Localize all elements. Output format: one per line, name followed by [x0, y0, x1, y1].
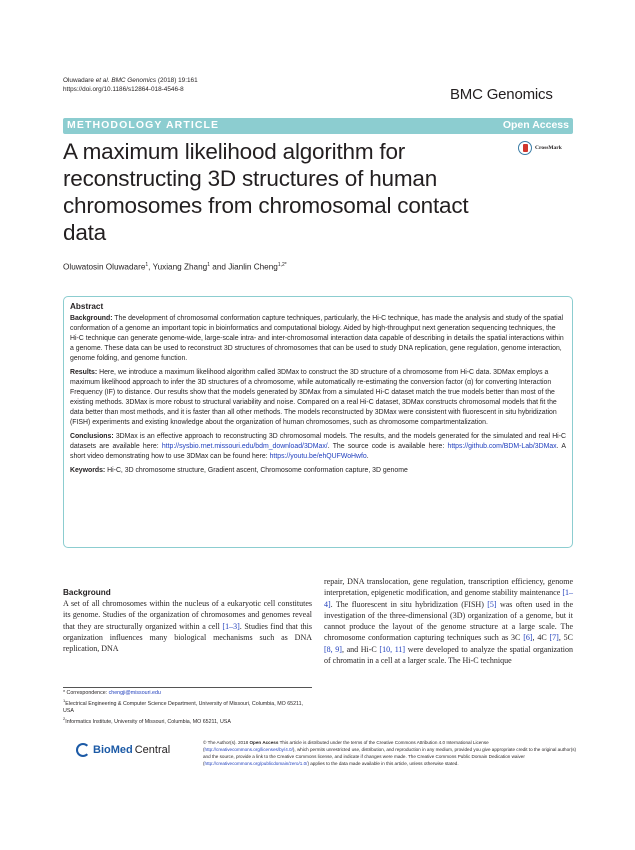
author-separator: ,	[148, 262, 153, 272]
affiliation-number: 1	[63, 698, 66, 704]
author-affiliation: 1,2*	[277, 262, 287, 268]
body-text: A set of all chromosomes within the nucleus of a eukaryotic cell constitutes its genome. Studies of the organization of chromosomes and genomes reveal that they are structurally organized within a cell	[63, 599, 312, 631]
reference-link[interactable]: [6]	[523, 633, 533, 643]
abstract-heading: Abstract	[70, 302, 104, 311]
logo-central: Central	[134, 744, 171, 756]
body-text: . Studies find that this organization influences many biological mechanisms such as DNA replication, DNA	[63, 621, 313, 654]
reference-link[interactable]: [1–3]	[222, 621, 240, 631]
body-right-column	[324, 576, 573, 666]
conclusions-label: Conclusions:	[70, 433, 114, 440]
correspondence-email[interactable]: chengji@missouri.edu	[108, 690, 161, 696]
license-text	[203, 739, 578, 767]
body-text: , 5C	[558, 633, 573, 643]
reference-link[interactable]: [8, 9]	[324, 644, 342, 654]
citation-authors: Oluwadare	[63, 77, 94, 84]
affiliation-number: 2	[63, 716, 66, 722]
abstract-conclusions	[70, 432, 566, 462]
reference-link[interactable]: [10, 11]	[379, 644, 406, 654]
doi-link[interactable]: https://doi.org/10.1186/s12864-018-4546-8	[63, 85, 184, 93]
biomed-ring-icon	[76, 743, 90, 757]
body-text: repair, DNA translocation, gene regulation, transcription efficiency, genome interpretation, epigenetic modification, and genome stability maintenance	[324, 577, 573, 598]
article-type: METHODOLOGY ARTICLE	[67, 119, 220, 131]
author-name: Jianlin Cheng	[228, 262, 278, 272]
abstract-results	[70, 368, 566, 428]
body-text: was often used in the investigation of the three-dimensional (3D) organization of a genome, but it cannot produce the layout of the genome structure at a large scale. The chromosome conformation capturing techniques such as 3C	[324, 599, 573, 643]
body-text: . The fluorescent in situ hybridization (FISH)	[330, 599, 488, 609]
author-name: Oluwatosin Oluwadare	[63, 262, 146, 272]
cc-zero-link[interactable]: http://creativecommons.org/publicdomain/zero/1.0/	[204, 761, 308, 766]
author-separator: and	[209, 262, 229, 272]
crossmark-label: CrossMark	[535, 145, 562, 151]
results-link[interactable]: http://sysbio.rnet.missouri.edu/bdm_download/3DMax/	[161, 443, 328, 450]
background-text: The development of chromosomal conformation capture techniques, particularly, the Hi-C technique, has made the analysis and study of the spatial conformation of a genome an important topic in bioinformatics and computational biology. Aided by high-throughput next generation sequencing techniques, the Hi-C technique can generate genome-wide, large-scale intra- and inter-chromosomal interaction data capable of describing in details the spatial interactions within a genome. These data can be used to reconstruct 3D structures of chromosomes that can be used to study DNA replication, gene regulation, genome interaction, genome folding, and genome function.	[70, 315, 564, 362]
footnote-divider	[63, 687, 312, 688]
body-left-column	[63, 588, 312, 654]
article-title: A maximum likelihood algorithm for reconstructing 3D structures of human chromosomes from chromosomal contact data	[63, 139, 469, 245]
biomed-central-logo	[76, 743, 170, 757]
results-text: Here, we introduce a maximum likelihood algorithm called 3DMax to construct the 3D structure of a chromosome from Hi-C data. 3DMax employs a maximum likelihood approach to infer the 3D structures of a chromosome, while automatically re-estimating the conversion factor (α) for converting Interaction Frequency (IF) to distance. Our results show that the models generated by 3DMax from a simulated Hi-C dataset match the true models better than most of the existing methods. 3DMax is more robust to structural variability and noise. Compared on a real Hi-C dataset, 3DMax constructs chromosomal models that fit the data better than most methods, and it is faster than all other methods. The models reconstructed by 3DMax were consistent with fluorescent in situ hybridization (FISH) experiments and existing knowledge about the organization of human chromosomes, such as chromosome compartmentalization.	[70, 369, 557, 426]
reference-link[interactable]: [5]	[487, 599, 497, 609]
logo-bio: BioMed	[93, 744, 133, 756]
author-name: Yuxiang Zhang	[152, 262, 208, 272]
citation-etal: et al.	[95, 77, 110, 84]
crossmark-icon	[518, 141, 532, 155]
conclusions-text: . A short video demonstrating how to use 3DMax can be found here:	[70, 443, 567, 460]
author-list	[63, 262, 287, 272]
abstract-background	[70, 314, 566, 364]
license-body: This article is distributed under the terms of the Creative Commons Attribution 4.0 International License (	[203, 740, 489, 752]
footnotes	[63, 690, 313, 726]
journal-name: BMC Genomics	[450, 86, 553, 103]
citation-line	[63, 77, 198, 94]
conclusions-text: 3DMax is an effective approach to reconstructing 3D chromosomal models. The results, and the models generated for the simulated and real Hi-C datasets are available here:	[70, 433, 566, 450]
body-text: were developed to analyze the spatial organization of chromatin in a cell at a larger scale. The Hi-C technique	[324, 644, 574, 666]
body-text: , 4C	[532, 633, 550, 643]
license-open-access: Open Access	[249, 740, 279, 745]
author-affiliation: 1	[145, 262, 149, 268]
video-link[interactable]: https://youtu.be/ehQUFWoHwfo	[269, 453, 367, 460]
reference-link[interactable]: [7]	[549, 633, 559, 643]
source-code-link[interactable]: https://github.com/BDM-Lab/3DMax	[447, 443, 557, 450]
author-affiliation: 1	[207, 262, 210, 268]
license-body: ), which permits unrestricted use, distribution, and reproduction in any medium, provided you give appropriate credit to the original author(s) and the source, provide a link to the Creative Commons license, and indicate if changes were made. The Creative Commons Public Domain Dedication waiver (	[203, 747, 577, 766]
body-text: , and Hi-C	[341, 644, 380, 654]
conclusions-text: .	[366, 453, 369, 460]
keywords-text: Hi-C, 3D chromosome structure, Gradient ascent, Chromosome conformation capture, 3D genome	[105, 467, 408, 474]
section-heading: Background	[63, 588, 111, 597]
citation-journal: BMC Genomics	[111, 77, 157, 84]
abstract-box	[63, 296, 573, 548]
article-type-banner	[63, 118, 573, 134]
conclusions-text: . The source code is available here:	[327, 443, 448, 450]
open-access-label: Open Access	[502, 119, 569, 131]
license-copyright: © The Author(s). 2018	[203, 740, 250, 745]
abstract-keywords	[70, 466, 566, 476]
citation-rest: (2018) 19:161	[157, 77, 198, 84]
correspondence-label: * Correspondence:	[63, 690, 109, 696]
results-label: Results:	[70, 369, 98, 376]
cc-by-link[interactable]: http://creativecommons.org/licenses/by/4.0/	[204, 747, 293, 752]
background-label: Background:	[70, 315, 113, 322]
affiliation-2: Informatics Institute, University of Missouri, Columbia, MO 65211, USA	[65, 719, 231, 726]
reference-link[interactable]: [1–4]	[324, 588, 573, 609]
affiliation-1: Electrical Engineering & Computer Science Department, University of Missouri, Columbia, MO 65211, USA	[63, 700, 304, 715]
license-body: ) applies to the data made available in this article, unless otherwise stated.	[307, 761, 459, 766]
keywords-label: Keywords:	[70, 467, 106, 474]
crossmark-button[interactable]	[518, 141, 562, 155]
